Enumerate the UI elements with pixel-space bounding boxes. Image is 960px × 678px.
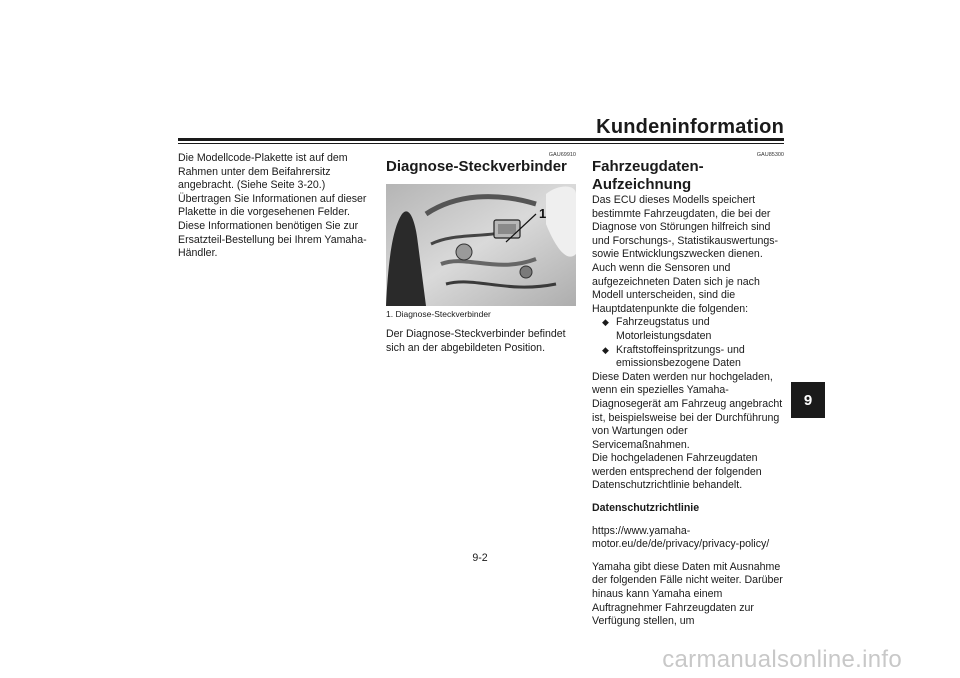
- data-points-list: [592, 316, 784, 370]
- diagnose-heading: Diagnose-Steckverbinder: [386, 158, 567, 175]
- watermark: carmanualsonline.info: [662, 646, 902, 673]
- figure-caption: 1. Diagnose-Steckverbinder: [386, 309, 491, 319]
- section-code: GAU85300: [756, 152, 784, 158]
- privacy-intro-paragraph: Die hochgeladenen Fahrzeugdaten werden entsprechend der folgenden Datenschutzrichtlinie behandelt.: [592, 452, 762, 492]
- bullet-icon: ◆: [602, 344, 609, 355]
- header-rule-thick: [178, 138, 784, 141]
- model-code-paragraph: Die Modellcode-Plakette ist auf dem Rahmen unter dem Beifahrersitz angebracht. (Siehe Seite 3-20.) Übertragen Sie Informationen auf dieser Plakette in die vorgesehenen Felder. Diese Informationen benötigen Sie zur Ersatzteil-Bestellung bei Ihrem Yamaha-Händler.: [178, 152, 367, 260]
- list-item: ◆ Kraftstoffeinspritzungs- und emissionsbezogene Daten: [602, 343, 745, 370]
- diagnose-connector-photo: [386, 184, 576, 306]
- vehicle-data-paragraph: Auch wenn die Sensoren und aufgezeichneten Daten sich je nach Modell unterscheiden, sind die Hauptdatenpunkte die folgenden:: [592, 261, 760, 315]
- figure-callout: 1: [539, 206, 547, 221]
- column-diagnose-connector: [386, 152, 576, 355]
- bullet-icon: ◆: [602, 317, 609, 328]
- upload-paragraph: Diese Daten werden nur hochgeladen, wenn ein spezielles Yamaha-Diagnosegerät am Fahrzeug angebracht ist, beispielsweise bei der Durchführung von Wartungen oder Servicemaßnahmen.: [592, 370, 783, 451]
- section-code: GAU69910: [548, 152, 576, 158]
- list-item: ◆ Fahrzeugstatus und Motorleistungsdaten: [602, 316, 712, 342]
- page-number: 9-2: [472, 552, 488, 564]
- chapter-tab[interactable]: 9: [791, 382, 825, 418]
- diagnose-paragraph: Der Diagnose-Steckverbinder befindet sich an der abgebildeten Position.: [386, 328, 566, 354]
- page-header-title: Kundeninformation: [596, 116, 784, 138]
- column-model-code: [178, 152, 368, 261]
- header-rule-thin: [178, 143, 784, 144]
- data-sharing-paragraph: Yamaha gibt diese Daten mit Ausnahme der folgenden Fälle nicht weiter. Darüber hinaus kann Yamaha einem Auftragnehmer Fahrzeugdaten zur Verfügung stellen, um: [592, 560, 783, 628]
- vehicle-data-intro: Das ECU dieses Modells speichert bestimmte Fahrzeugdaten, die bei der Diagnose von Störungen hilfreich sind und Forschungs-, Statistikauswertungs- sowie Entwicklungszwecken dienen.: [592, 194, 779, 261]
- privacy-url[interactable]: https://www.yamaha-motor.eu/de/de/privacy/privacy-policy/: [592, 524, 770, 551]
- vehicle-data-heading: Fahrzeugdaten-Aufzeichnung: [592, 158, 704, 193]
- privacy-subheading: Datenschutzrichtlinie: [592, 502, 700, 515]
